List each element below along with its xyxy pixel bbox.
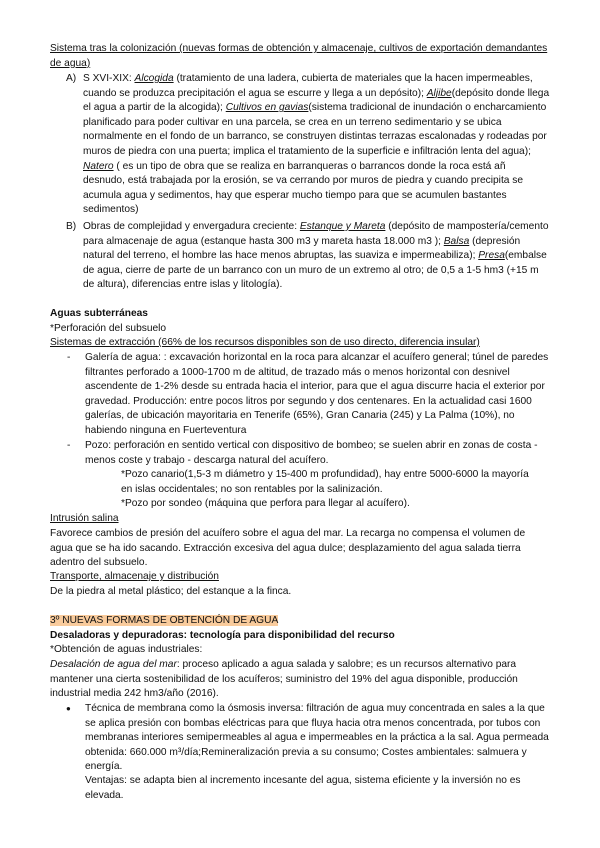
list-dash: -	[67, 352, 71, 363]
term-alcogida: Alcogida	[134, 73, 174, 84]
new-forms-title	[50, 614, 278, 629]
bullet-icon: ●	[66, 704, 71, 713]
text-run: S XVI-XIX:	[83, 73, 135, 84]
highlighted-title: 3º NUEVAS FORMAS DE OBTENCIÓN DE AGUA	[50, 615, 279, 626]
term-cultivos-gavias: Cultivos en gavias	[225, 102, 309, 114]
term-presa: Presa	[478, 250, 505, 262]
term-aljibe: Aljibe	[426, 87, 452, 99]
desalination-paragraph	[50, 658, 550, 702]
intrusion-text: Favorece cambios de presión del acuífero sobre el agua del mar. La recarga no compensa el volumen de agua que se ha ido sacando. Extracción excesiva del agua dulce; desplazamiento del agua salada tierra adentro del subsuelo.	[50, 528, 526, 569]
industrial-water-label: *Obtención de aguas industriales:	[50, 644, 203, 655]
transport-heading: Transporte, almacenaje y distribución	[50, 571, 219, 582]
term-desalacion: Desalación de agua del mar	[50, 659, 177, 670]
gallery-item: Galería de agua: : excavación horizontal en la roca para alcanzar el acuífero general; túnel de paredes filtrantes perforado a 1000-1700 m de altitud, de trazado más o menos horizontal con desnivel ascendente de 1-2% desde su entrada hacia el interior, para que el agua discurre hacia el exterior por gravedad. Producción: entre pocos litros por segundo y dos centenares. En la actualidad casi 1600 galerías, de ubicación mayoritaria en Tenerife (65%), Gran Canaria (245) y La Palma (10%), no habiendo ninguna en Fuerteventura	[85, 352, 549, 436]
intrusion-heading: Intrusión salina	[50, 513, 119, 524]
text-run: (embalse de agua, cierre de parte de un barranco con un muro de un extremo al otro; de 0,5 a 1-5 hm3 (+15 m de altura), diferencias entre islas y litología).	[83, 250, 547, 291]
text-run: ( es un tipo de obra que se realiza en barranqueras o barrancos donde la roca está añ desnudo, está trabajada por la erosión, se va cerrando por muros de piedra y cuando precipita se acumula agua y sedimentos, hay que esperar mucho tiempo para que se acumulen bastantes sedimentos)	[83, 160, 524, 216]
well-sondeo: *Pozo por sondeo (máquina que perfora para llegar al acuífero).	[121, 498, 410, 509]
list-dash: -	[67, 440, 71, 451]
advantages-text: Ventajas: se adapta bien al incremento incesante del agua, sistema eficiente y la inversión no es elevada.	[85, 775, 521, 801]
colonial-item-a	[83, 72, 550, 218]
new-forms-subtitle: Desaladoras y depuradoras: tecnología para disponibilidad del recurso	[50, 630, 395, 641]
well-item: Pozo: perforación en sentido vertical con dispositivo de bombeo; se suelen abrir en zonas de costa - menos coste y trabajo - descarga natural del acuífero.	[85, 440, 538, 466]
text-run: (depósito de mampostería/cemento para almacenaje de agua (estanque hasta 300 m3 y mareta hasta 18.000 m3 );	[83, 221, 549, 247]
text-run: (sistema tradicional de inundación o encharcamiento planificado para poder cultivar en una parcela, se crea en un terreno sedimentario y se ubica normalmente en el fondo de un barranco, se construyen distintas terrazas escalonadas y rodeadas por muros de piedra con una puerta; implica el tratamiento de la superficie e infiltración lenta del agua);	[83, 102, 547, 157]
extraction-heading: Sistemas de extracción (66% de los recursos disponibles son de uso directo, diferencia insular)	[50, 337, 480, 348]
term-balsa: Balsa	[443, 235, 470, 247]
transport-text: De la piedra al metal plástico; del estanque a la finca.	[50, 586, 292, 597]
text-run: Obras de complejidad y envergadura creciente:	[83, 221, 300, 232]
text-run: (tratamiento de una ladera, cubierta de materiales que la hacen impermeables, cuando se produzca precipitación el agua se escurre y llega a un depósito);	[83, 73, 533, 99]
colonial-heading: Sistema tras la colonización (nuevas formas de obtención y almacenaje, cultivos de exportación demandantes de agua)	[50, 43, 548, 69]
well-canario: *Pozo canario(1,5-3 m diámetro y 15-400 m profundidad), hay entre 5000-6000 la mayoría en islas occidentales; no son rentables por la salinización.	[121, 469, 529, 495]
groundwater-subtitle: *Perforación del subsuelo	[50, 323, 167, 334]
text-run: : proceso aplicado a agua salada y salobre; es un recursos alternativo para mantener una cierta sostenibilidad de los acuíferos; suministro del 19% del agua disponible, producción industrial media 242 hm3/año (2016).	[50, 659, 518, 700]
colonial-item-b	[83, 220, 550, 293]
list-marker-a: A)	[66, 73, 77, 84]
term-natero: Natero	[83, 160, 114, 172]
list-marker-b: B)	[66, 221, 77, 232]
text-run: (depresión natural del terreno, el hombre las hace menos abruptas, las suaviza e impermeabiliza);	[83, 235, 521, 262]
text-run: (depósito donde llega el agua a partir de la alcogida);	[83, 87, 550, 114]
groundwater-title: Aguas subterráneas	[50, 308, 148, 319]
term-estanque-mareta: Estanque y Mareta	[299, 221, 386, 232]
osmosis-item: Técnica de membrana como la ósmosis inversa: filtración de agua muy concentrada en sales a la que se aplica presión con bombas eléctricas para que fluya hacia otra menos concentrada, por tubos con membranas interiores semipermeables al agua e impermeables en la práctica a la sal. Agua permeada obtenida: 660.000 m³/día;Remineralización previa a su consumo; Costes ambientales: salmuera y energía.	[85, 703, 549, 773]
